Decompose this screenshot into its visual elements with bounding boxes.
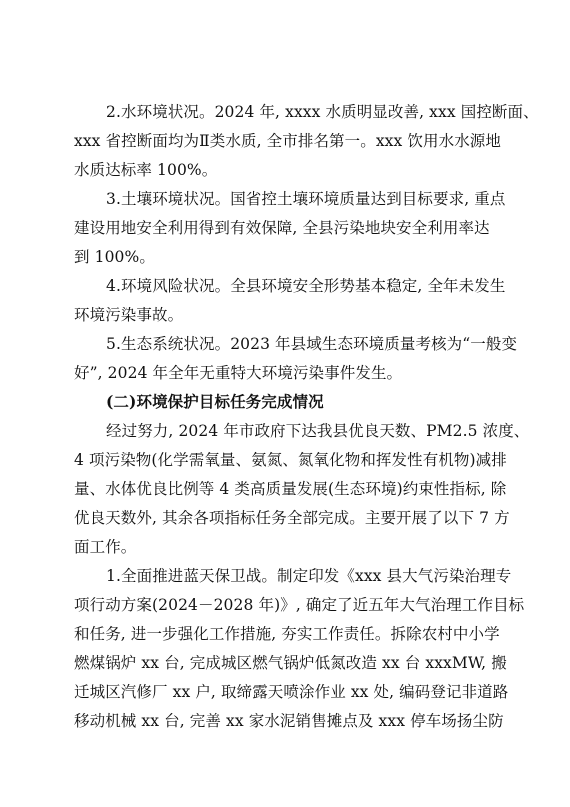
para-summary-line-1: 经过努力, 2024 年市政府下达我县优良天数、PM2.5 浓度、 xyxy=(106,422,530,440)
para-water-line-3: 水质达标率 100%。 xyxy=(74,161,218,179)
para-soil-line-2: 建设用地安全利用得到有效保障, 全县污染地块安全利用率达 xyxy=(74,219,490,237)
para-bluesky-line-6: 移动机械 xx 台, 完善 xx 家水泥销售摊点及 xxx 停车场扬尘防 xyxy=(74,712,504,730)
para-water-line-1: 2.水环境状况。2024 年, xxxx 水质明显改善, xxx 国控断面、 xyxy=(106,103,539,121)
para-summary-line-4: 优良天数外, 其余各项指标任务全部完成。主要开展了以下 7 方 xyxy=(74,509,510,527)
para-risk-line-2: 环境污染事故。 xyxy=(74,306,184,324)
para-bluesky-line-2: 项行动方案(2024－2028 年)》, 确定了近五年大气治理工作目标 xyxy=(74,596,525,614)
para-bluesky-line-3: 和任务, 进一步强化工作措施, 夯实工作责任。拆除农村中小学 xyxy=(74,625,500,643)
para-bluesky-line-1: 1.全面推进蓝天保卫战。制定印发《xxx 县大气污染治理专 xyxy=(106,567,512,585)
para-eco-line-2: 好”, 2024 年全年无重特大环境污染事件发生。 xyxy=(74,364,403,382)
para-summary-line-2: 4 项污染物(化学需氧量、氨氮、氮氧化物和挥发性有机物)减排 xyxy=(74,451,507,469)
para-bluesky-line-5: 迁城区汽修厂 xx 户, 取缔露天喷涂作业 xx 处, 编码登记非道路 xyxy=(74,683,509,701)
section-heading: (二)环境保护目标任务完成情况 xyxy=(106,392,324,411)
para-water-line-2: xxx 省控断面均为Ⅱ类水质, 全市排名第一。xxx 饮用水水源地 xyxy=(74,132,501,150)
para-summary-line-5: 面工作。 xyxy=(74,538,137,556)
para-risk-line-1: 4.环境风险状况。全县环境安全形势基本稳定, 全年未发生 xyxy=(106,277,506,295)
para-eco-line-1: 5.生态系统状况。2023 年县域生态环境质量考核为“一般变 xyxy=(106,335,518,353)
para-soil-line-1: 3.土壤环境状况。国省控土壤环境质量达到目标要求, 重点 xyxy=(106,190,506,208)
para-summary-line-3: 量、水体优良比例等 4 类高质量发展(生态环境)约束性指标, 除 xyxy=(74,480,507,498)
para-bluesky-line-4: 燃煤锅炉 xx 台, 完成城区燃气锅炉低氮改造 xx 台 xxxMW, 搬 xyxy=(74,654,507,672)
para-soil-line-3: 到 100%。 xyxy=(74,248,155,266)
